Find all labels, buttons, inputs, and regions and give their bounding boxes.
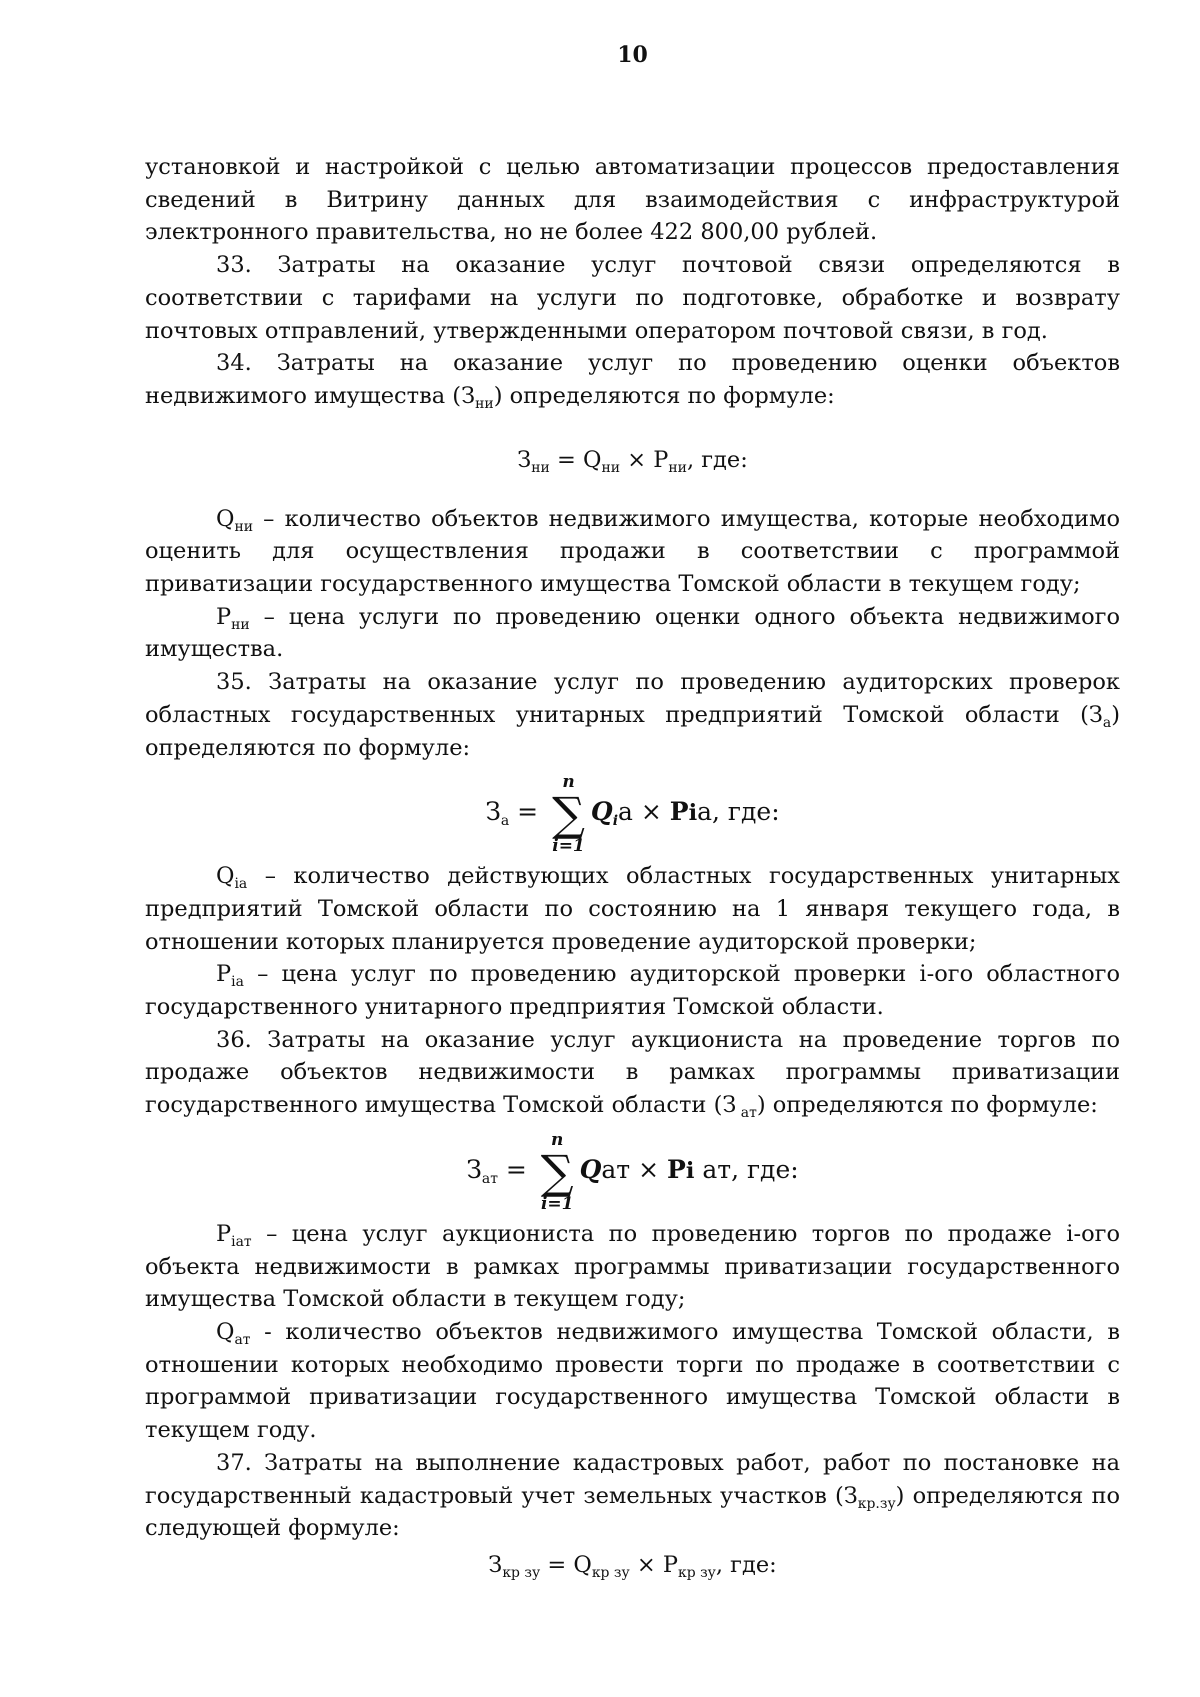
definition-q-at: $Q_{ат}$ - количество объектов недвижимого имущества Томской области, в отношении которых необходимо провести торги по продаже в соответствии с программой приватизации государственного имущества Томской области в текущем году.: [145, 1318, 1120, 1444]
formula-cadastral: $З_{кр зу} = Q_{кр зу} \times P_{кр зу}$, где:: [488, 1551, 777, 1581]
definition-p-ni: $P_{ни}$ – цена услуги по проведению оценки одного объекта недвижимого имущества.: [145, 603, 1120, 663]
paragraph-continuation: установкой и настройкой с целью автоматизации процессов предоставления сведений в Витрину данных для взаимодействия с инфраструктурой электронного правительства, но не более 422 800,00 рублей.: [145, 154, 1120, 246]
formula-valuation: $З_{ни} = Q_{ни} \times P_{ни}$, где:: [517, 446, 748, 476]
sum-operator: n ∑ i=1: [552, 772, 585, 857]
definition-p-ia: $P_{ia}$ – цена услуг по проведению аудиторской проверки i-ого областного государственного унитарного предприятия Томской области.: [145, 961, 1120, 1021]
formula-auction: $З_{ат}$ = n ∑ i=1 Qат × Pi ат, где:: [466, 1129, 799, 1214]
definition-q-ni: $Q_{ни}$ – количество объектов недвижимого имущества, которые необходимо оценить для осуществления продажи в соответствии с программой приватизации государственного имущества Томской области в текущем году;: [145, 505, 1120, 598]
definition-p-iat: $P_{iат}$ – цена услуг аукциониста по проведению торгов по продаже i-ого объекта недвижимости в рамках программы приватизации государственного имущества Томской области в текущем году;: [145, 1220, 1120, 1313]
formula-audit: $З_а$ = n ∑ i=1 $Q_iа$ × Piа, где:: [485, 772, 780, 857]
paragraph-35: 35. Затраты на оказание услуг по проведению аудиторских проверок областных государственных унитарных предприятий Томской области $(З_а)$ определяются по формуле:: [145, 669, 1120, 761]
paragraph-34: 34. Затраты на оказание услуг по проведению оценки объектов недвижимого имущества $(З_{ни})$ определяются по формуле:: [145, 350, 1120, 412]
definition-q-ia: $Q_{ia}$ – количество действующих областных государственных унитарных предприятий Томской области по состоянию на 1 января текущего года, в отношении которых планируется проведение аудиторской проверки;: [145, 863, 1120, 955]
sum-operator: n ∑ i=1: [540, 1129, 574, 1214]
page-number: 10: [617, 42, 648, 68]
paragraph-37: 37. Затраты на выполнение кадастровых работ, работ по постановке на государственный кадастровый учет земельных участков $(З_{кр.зу})$ определяются по следующей формуле:: [145, 1449, 1120, 1542]
paragraph-36: 36. Затраты на оказание услуг аукциониста на проведение торгов по продаже объектов недвижимости в рамках программы приватизации государственного имущества Томской области (З $_{ат}$) определяются по формуле:: [145, 1026, 1120, 1122]
paragraph-33: 33. Затраты на оказание услуг почтовой связи определяются в соответствии с тарифами на услуги по подготовке, обработке и возврату почтовых отправлений, утвержденными оператором почтовой связи, в год.: [145, 252, 1120, 344]
